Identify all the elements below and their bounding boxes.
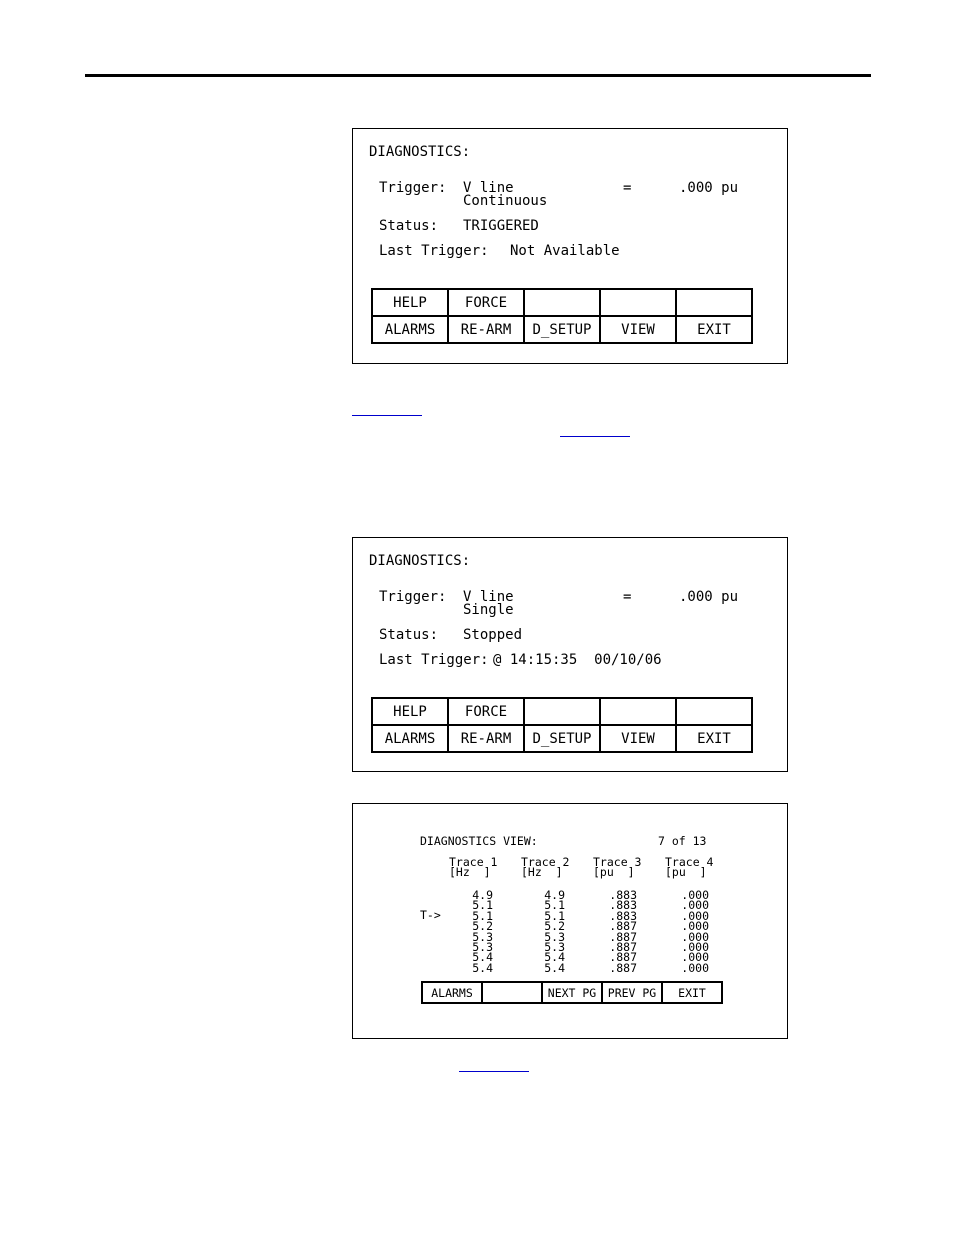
trace-2-unit: [Hz ] <box>521 865 563 879</box>
value-cell: .000 <box>681 908 709 923</box>
trace-4-unit: [pu ] <box>665 865 707 879</box>
fkey-exit[interactable]: EXIT <box>676 725 752 752</box>
trace-1-values <box>463 890 493 973</box>
fkey-d-setup[interactable]: D_SETUP <box>524 725 600 752</box>
value-cell: 5.3 <box>472 929 493 944</box>
trace-3-values <box>603 890 637 973</box>
value-cell: .883 <box>609 888 637 902</box>
last-trigger-value: Not Available <box>510 243 620 259</box>
diagnostics-screen-continuous <box>352 128 788 364</box>
value-cell: 4.9 <box>472 888 493 902</box>
screen-title: DIAGNOSTICS: <box>369 144 471 160</box>
value-cell: 5.1 <box>544 908 565 923</box>
value-cell: 5.1 <box>544 898 565 913</box>
trace-3-unit: [pu ] <box>593 865 635 879</box>
value-cell: .887 <box>609 960 637 975</box>
trigger-signal: V line <box>463 589 514 605</box>
value-cell: .887 <box>609 929 637 944</box>
page-indicator: 7 of 13 <box>658 834 707 848</box>
status-label: Status: <box>379 627 439 643</box>
trigger-mode: Single <box>463 602 514 618</box>
last-trigger-label: Last Trigger: <box>379 243 489 259</box>
value-cell: 5.4 <box>544 960 565 975</box>
value-cell: .000 <box>681 950 709 965</box>
screen-title: DIAGNOSTICS: <box>369 553 471 569</box>
figure-link-3[interactable] <box>459 1071 529 1072</box>
fkey-help[interactable]: HELP <box>372 289 448 316</box>
fkey-force[interactable]: FORCE <box>448 289 524 316</box>
fkey-exit[interactable]: EXIT <box>676 316 752 343</box>
trigger-value: .000 pu <box>679 589 739 605</box>
value-cell: 5.4 <box>472 950 493 965</box>
status-value: TRIGGERED <box>463 218 539 234</box>
diagnostics-view-screen <box>352 803 788 1039</box>
value-cell: 5.1 <box>472 908 493 923</box>
last-trigger-label: Last Trigger: <box>379 652 489 668</box>
fkey-re-arm[interactable]: RE-ARM <box>448 316 524 343</box>
value-cell: .887 <box>609 940 637 955</box>
fkey-help[interactable]: HELP <box>372 698 448 725</box>
trace-4-values <box>675 890 709 973</box>
fkey-blank-5[interactable] <box>676 289 752 316</box>
last-trigger-value: @ 14:15:35 00/10/06 <box>493 652 662 668</box>
fkey-exit[interactable]: EXIT <box>662 982 722 1003</box>
trigger-equals: = <box>623 180 632 196</box>
value-cell: 4.9 <box>544 888 565 902</box>
fkey-d-setup[interactable]: D_SETUP <box>524 316 600 343</box>
diagnostics-screen-single <box>352 537 788 772</box>
fkey-view[interactable]: VIEW <box>600 725 676 752</box>
trigger-mode: Continuous <box>463 193 548 209</box>
trigger-signal: V line <box>463 180 514 196</box>
function-key-bar <box>371 697 753 753</box>
trace-2-values <box>535 890 565 973</box>
function-key-bar <box>371 288 753 344</box>
fkey-blank-5[interactable] <box>676 698 752 725</box>
value-cell: .883 <box>609 898 637 913</box>
value-cell: .887 <box>609 950 637 965</box>
value-cell: 5.3 <box>472 940 493 955</box>
value-cell: .000 <box>681 888 709 902</box>
fkey-alarms[interactable]: ALARMS <box>422 982 482 1003</box>
value-cell: 5.4 <box>472 960 493 975</box>
trace-2-name: Trace 2 <box>521 855 570 869</box>
value-cell: .887 <box>609 919 637 934</box>
fkey-blank-3[interactable] <box>524 698 600 725</box>
fkey-alarms[interactable]: ALARMS <box>372 725 448 752</box>
value-cell: .000 <box>681 919 709 934</box>
trace-1-unit: [Hz ] <box>449 865 491 879</box>
value-cell: .000 <box>681 929 709 944</box>
value-cell: 5.2 <box>472 919 493 934</box>
trace-1-name: Trace 1 <box>449 855 498 869</box>
status-label: Status: <box>379 218 439 234</box>
figure-link-1[interactable] <box>352 415 422 416</box>
fkey-prev-page[interactable]: PREV PG <box>602 982 662 1003</box>
trace-3-name: Trace 3 <box>593 855 642 869</box>
fkey-force[interactable]: FORCE <box>448 698 524 725</box>
figure-link-2[interactable] <box>560 436 630 437</box>
fkey-next-page[interactable]: NEXT PG <box>542 982 602 1003</box>
fkey-blank-2[interactable] <box>482 982 542 1003</box>
value-cell: 5.3 <box>544 929 565 944</box>
fkey-alarms[interactable]: ALARMS <box>372 316 448 343</box>
fkey-blank-3[interactable] <box>524 289 600 316</box>
function-key-bar <box>421 981 723 1004</box>
screen-title: DIAGNOSTICS VIEW: <box>420 834 538 848</box>
fkey-view[interactable]: VIEW <box>600 316 676 343</box>
trigger-value: .000 pu <box>679 180 739 196</box>
fkey-re-arm[interactable]: RE-ARM <box>448 725 524 752</box>
trigger-label: Trigger: <box>379 589 447 605</box>
trigger-marker: T-> <box>420 908 441 922</box>
trace-4-name: Trace 4 <box>665 855 714 869</box>
value-cell: 5.4 <box>544 950 565 965</box>
value-cell: 5.1 <box>472 898 493 913</box>
fkey-blank-4[interactable] <box>600 289 676 316</box>
value-cell: 5.2 <box>544 919 565 934</box>
value-cell: 5.3 <box>544 940 565 955</box>
value-cell: .000 <box>681 940 709 955</box>
fkey-blank-4[interactable] <box>600 698 676 725</box>
header-rule <box>85 74 871 77</box>
trigger-label: Trigger: <box>379 180 447 196</box>
status-value: Stopped <box>463 627 523 643</box>
value-cell: .883 <box>609 908 637 923</box>
value-cell: .000 <box>681 898 709 913</box>
trigger-equals: = <box>623 589 632 605</box>
value-cell: .000 <box>681 960 709 975</box>
